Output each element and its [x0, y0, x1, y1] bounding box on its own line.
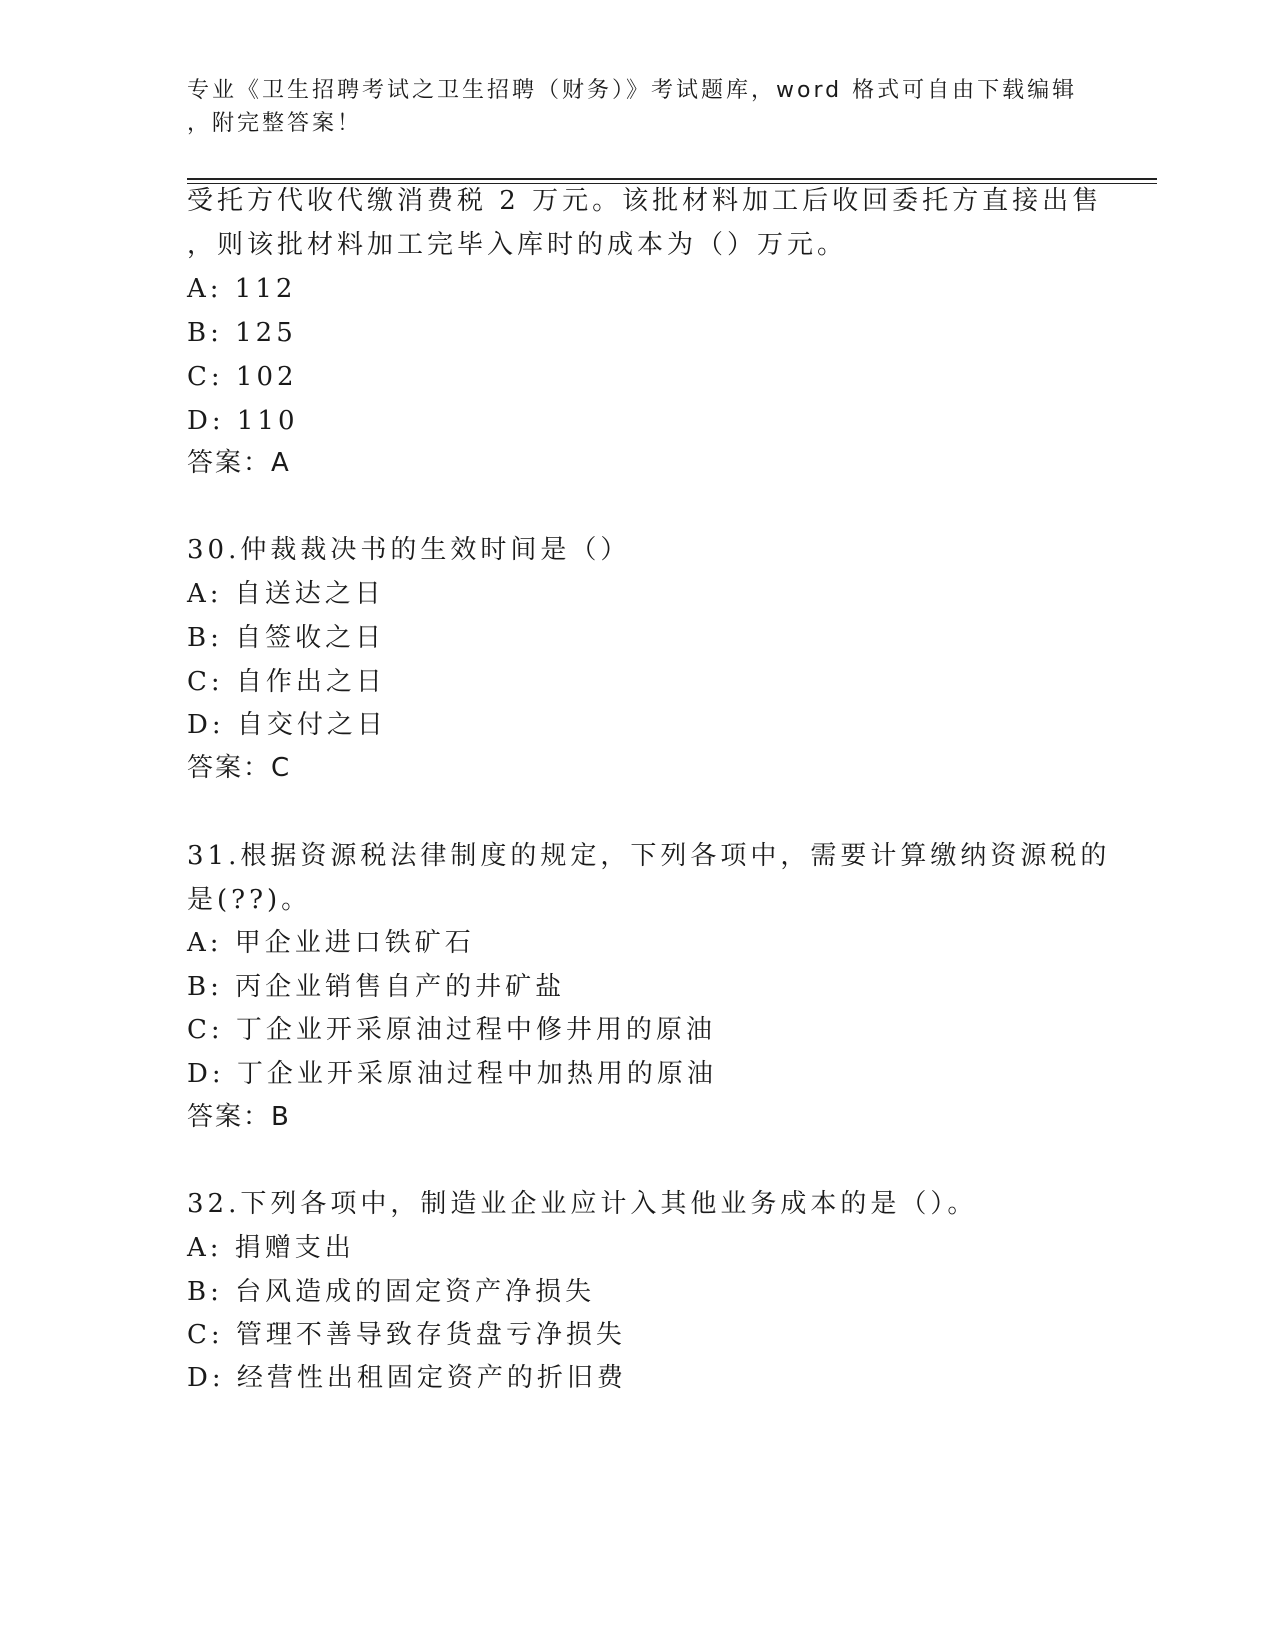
q32-option-a: A: 捐赠支出 [187, 1233, 355, 1263]
q30-answer: 答案：C [187, 753, 292, 783]
q29-stem-line-2: ，则该批材料加工完毕入库时的成本为（）万元。 [187, 230, 848, 260]
q29-option-b: B: 125 [187, 318, 297, 348]
q31-stem-line-1: 31.根据资源税法律制度的规定，下列各项中，需要计算缴纳资源税的 [187, 841, 1111, 871]
q30-option-c: C: 自作出之日 [187, 667, 386, 697]
q30-option-a: A: 自送达之日 [187, 579, 385, 609]
q29-stem-line-1: 受托方代收代缴消费税 2 万元。该批材料加工后收回委托方直接出售 [187, 186, 1103, 216]
q29-option-a: A: 112 [187, 274, 297, 304]
q32-option-b: B: 台风造成的固定资产净损失 [187, 1277, 596, 1307]
q30-option-b: B: 自签收之日 [187, 623, 386, 653]
q31-option-d: D: 丁企业开采原油过程中加热用的原油 [187, 1059, 717, 1089]
q31-option-b: B: 丙企业销售自产的井矿盐 [187, 972, 566, 1002]
q31-stem-line-2: 是(??)。 [187, 885, 312, 915]
q32-option-d: D: 经营性出租固定资产的折旧费 [187, 1363, 627, 1393]
q31-option-c: C: 丁企业开采原油过程中修井用的原油 [187, 1015, 716, 1045]
q31-option-a: A: 甲企业进口铁矿石 [187, 928, 475, 958]
q31-answer: 答案：B [187, 1102, 291, 1132]
q29-option-c: C: 102 [187, 362, 298, 392]
header-divider-thick [187, 178, 1157, 180]
document-header: 专业《卫生招聘考试之卫生招聘（财务）》考试题库，word 格式可自由下载编辑 ，附完整答案！ [187, 78, 1078, 136]
q32-stem: 32.下列各项中，制造业企业应计入其他业务成本的是（）。 [187, 1189, 978, 1219]
q30-stem: 30.仲裁裁决书的生效时间是（） [187, 535, 631, 565]
q32-option-c: C: 管理不善导致存货盘亏净损失 [187, 1320, 626, 1350]
q30-option-d: D: 自交付之日 [187, 710, 387, 740]
q29-option-d: D: 110 [187, 406, 299, 436]
q29-answer: 答案：A [187, 448, 291, 478]
